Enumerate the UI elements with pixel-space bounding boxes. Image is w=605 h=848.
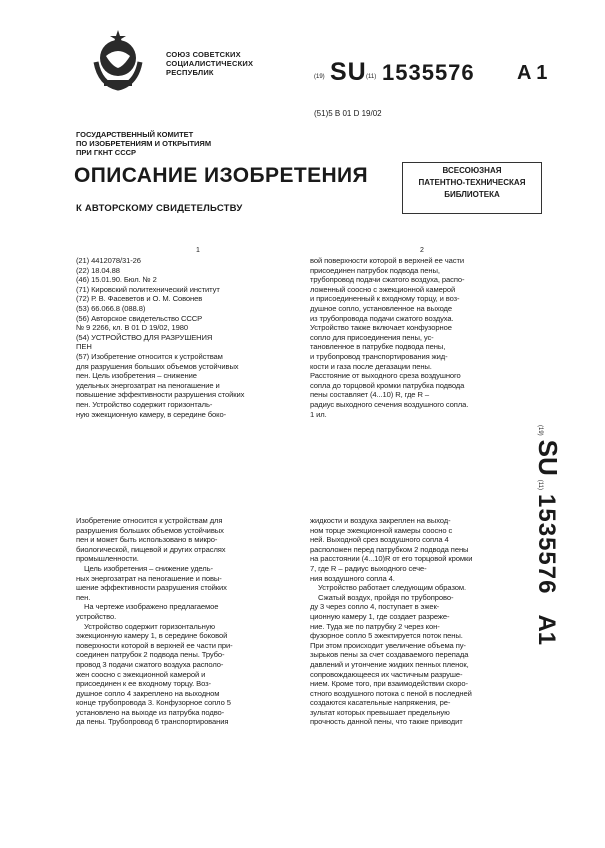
abstract-continued: вой поверхности которой в верхней ее части присоединен патрубок подвода пены, трубопровод подачи сжатого воздуха, распо- ложенный соосно с эжекционной камерой и присоединенный к входному торцу, и воз- душное сопло, установленное на выходе из трубопровода подачи сжатого воздуха. Устройство также включает конфузорное сопло для присоединения пены, ус- тановленное в патрубке подвода пены, и трубопровод транспортирования жид- кости и газа после дегазации пены. Расстояние от выходного среза воздушного сопла до торцовой кромки патрубка подвода пены составляет (4...10) R, где R – радиус выходного сечения воздушного сопла. 1 ил. — [310, 256, 469, 419]
committee-line: ПРИ ГКНТ СССР — [76, 148, 137, 157]
side-code-11: (11) — [537, 479, 543, 491]
column-number-right: 2 — [420, 247, 424, 254]
ipc-classification: (51)5 B 01 D 19/02 — [314, 109, 382, 118]
ussr-emblem-icon — [92, 28, 144, 92]
union-name — [166, 50, 253, 77]
document-title: ОПИСАНИЕ ИЗОБРЕТЕНИЯ — [74, 164, 369, 187]
side-country-code: SU — [533, 439, 563, 476]
committee-line: ПО ИЗОБРЕТЕНИЯМ И ОТКРЫТИЯМ — [76, 139, 212, 148]
union-line: РЕСПУБЛИК — [166, 68, 214, 77]
committee-name — [76, 130, 211, 157]
side-kind: A1 — [533, 614, 560, 646]
union-line: СОЦИАЛИСТИЧЕСКИХ — [166, 59, 254, 68]
country-code: SU — [330, 58, 367, 86]
committee-line: ГОСУДАРСТВЕННЫЙ КОМИТЕТ — [76, 130, 194, 139]
patent-number: 1535576 — [382, 60, 475, 85]
side-code-19: (19) — [537, 425, 543, 436]
description-left: Изобретение относится к устройствам для разрушения больших объемов устойчивых пен и может быть использовано в микро- биологической, пищевой и других отраслях промышленности. Цель изобретения – снижение удель- ных энергозатрат на пеногашение и повы- шение эффективности разрушения стойких пен. На чертеже изображено предлагаемое устройство. Устройство содержит горизонтальную эжекционную камеру 1, в середине боковой поверхности которой в верхней ее части при- соединен патрубок 2 подвода пены. Трубо- провод 3 подачи сжатого воздуха располо- жен соосно с эжекционной камерой и присоединен к ее входному торцу. Воз- душное сопло 4 закреплено на выходном конце трубопровода 3. Конфузорное сопло 5 установлено на выходе из патрубка подво- да пены. Трубопровод 6 транспортирования — [76, 516, 233, 727]
library-stamp — [402, 162, 542, 214]
stamp-line: ПАТЕНТНО-ТЕХНИЧЕСКАЯ — [418, 178, 526, 187]
description-right: жидкости и воздуха закреплен на выход- ном торце эжекционной камеры соосно с ней. Выходной срез воздушного сопла 4 расположен перед патрубком 2 подвода пены на расстоянии (4...10)R от его торцовой кромки 7, где R – радиус выходного сече- ния воздушного сопла 4. Устройство работает следующим образом. Сжатый воздух, пройдя по трубопрово- ду 3 через сопло 4, поступает в эжек- ционную камеру 1, где создает разреже- ние. Туда же по патрубку 2 через кон- фузорное сопло 5 эжектируется поток пены. При этом происходит увеличение объема пу- зырьков пены за счет создаваемого перепада давлений и утончение жидких пенных пленок, сопровождающееся их частичным разруше- нием. Кроме того, при взаимодействии скоро- стного воздушного потока с пеной в последней создаются касательные напряжения, ре- зультат которых превышает предельную прочность данной пены, что также приводит — [310, 516, 473, 727]
stamp-line: ВСЕСОЮЗНАЯ — [442, 166, 502, 175]
document-subtitle: К АВТОРСКОМУ СВИДЕТЕЛЬСТВУ — [76, 203, 243, 214]
code-19: (19) — [314, 74, 325, 80]
stamp-line: БИБЛИОТЕКА — [444, 190, 500, 199]
union-line: СОЮЗ СОВЕТСКИХ — [166, 50, 241, 59]
side-number: 1535576 — [533, 494, 560, 595]
code-11: (11) — [366, 74, 377, 80]
side-patent-number — [515, 425, 563, 685]
document-kind: A 1 — [517, 62, 548, 84]
column-number-left: 1 — [196, 247, 200, 254]
bibliographic-data-and-abstract: (21) 4412078/31-26 (22) 18.04.88 (46) 15.01.90. Бюл. № 2 (71) Кировский политехнический институт (72) Р. В. Фасеветов и О. М. Совонев (53) 66.066.8 (088.8) (56) Авторское свидетельство СССР № 9 2266, кл. В 01 D 19/02, 1980 (54) УСТРОЙСТВО ДЛЯ РАЗРУШЕНИЯ ПЕН (57) Изобретение относится к устройствам для разрушения больших объемов устойчивых пен. Цель изобретения – снижение удельных энергозатрат на пеногашение и повышение эффективности разрушения стойких пен. Устройство содержит горизонталь- ную эжекционную камеру, в середине боко- — [76, 256, 245, 419]
